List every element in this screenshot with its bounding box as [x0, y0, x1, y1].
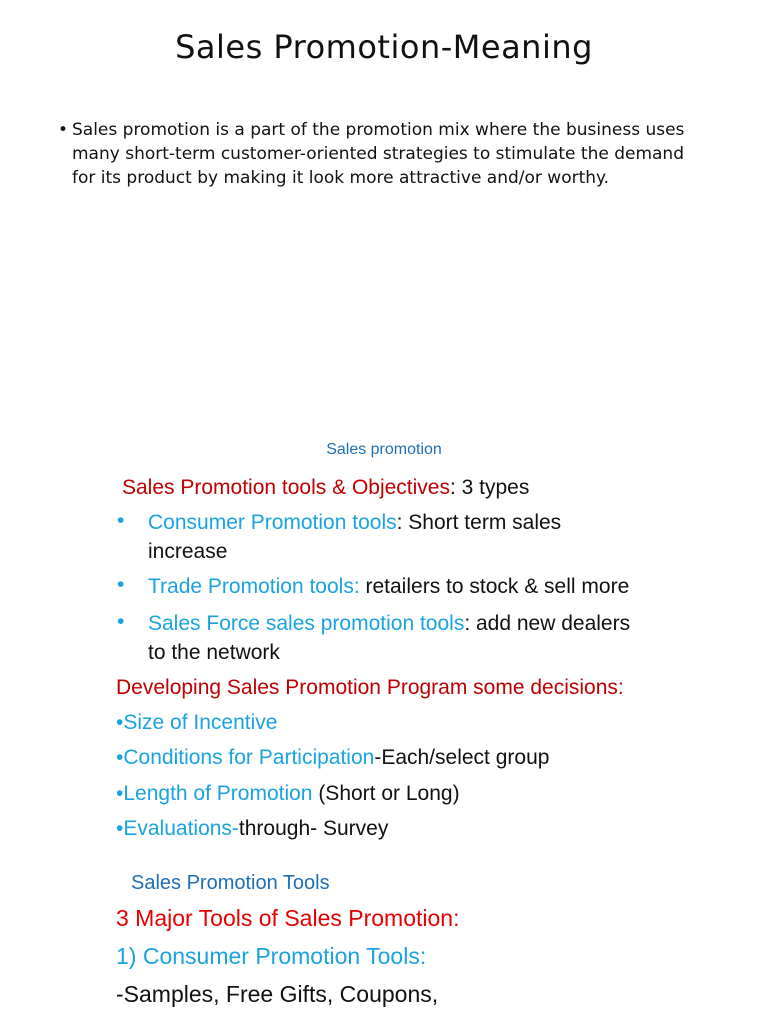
bullet-dot: • — [117, 573, 125, 596]
type-trade-desc: retailers to stock & sell more — [365, 575, 630, 598]
type-consumer-sep: : — [396, 511, 409, 534]
bullet-dot: • — [116, 817, 124, 840]
slide-heading-tools: Sales Promotion Tools — [131, 872, 330, 894]
tools-objectives-value: : 3 types — [449, 476, 530, 499]
type-consumer-line2: increase — [148, 540, 228, 563]
meaning-text: Sales promotion is a part of the promotion mix where the business uses many short-term customer-oriented strategies to stimulate the demand for its product by making it look more attractive and/or worthy. — [72, 120, 685, 188]
decision-length-label: Length of Promotion — [123, 782, 313, 805]
type-consumer-label: Consumer Promotion tools — [148, 511, 397, 534]
bullet-dot: • — [117, 509, 125, 532]
decision-size — [116, 709, 277, 737]
consumer-tools-heading: 1) Consumer Promotion Tools: — [116, 943, 427, 969]
decision-size-label: Size of Incentive — [123, 711, 278, 734]
program-heading: Developing Sales Promotion Program some decisions: — [116, 676, 624, 699]
type-trade-label: Trade Promotion tools: — [148, 575, 360, 598]
type-consumer-line1 — [148, 509, 561, 537]
bullet-dot: • — [116, 711, 124, 734]
decision-length-rest: (Short or Long) — [312, 782, 460, 805]
decision-evaluations-label: Evaluations- — [123, 817, 239, 840]
decision-conditions — [116, 744, 549, 772]
decision-length — [116, 780, 460, 808]
decision-conditions-rest: -Each/select group — [374, 746, 550, 769]
decision-conditions-label: Conditions for Participation — [123, 746, 375, 769]
consumer-tools-examples: -Samples, Free Gifts, Coupons, — [116, 981, 439, 1007]
bullet-dot: • — [117, 610, 125, 633]
decision-evaluations-rest: through- Survey — [238, 817, 389, 840]
decision-evaluations — [116, 815, 388, 843]
type-trade-line — [148, 573, 629, 601]
major-tools-heading: 3 Major Tools of Sales Promotion: — [116, 905, 460, 931]
type-salesforce-sep: : — [464, 612, 476, 635]
tools-objectives-label: Sales Promotion tools & Objectives — [122, 476, 450, 499]
slide-title: Sales Promotion-Meaning — [175, 28, 593, 66]
meaning-bullet — [58, 118, 698, 190]
type-salesforce-line1 — [148, 610, 630, 638]
bullet-dot: • — [58, 120, 69, 140]
tools-objectives-line — [122, 474, 529, 502]
bullet-dot: • — [116, 782, 124, 805]
type-salesforce-desc: add new dealers — [475, 612, 631, 635]
slide-heading-sales-promotion: Sales promotion — [326, 441, 442, 458]
type-salesforce-label: Sales Force sales promotion tools — [148, 612, 465, 635]
type-consumer-desc: Short term sales — [408, 511, 562, 534]
bullet-dot: • — [116, 746, 124, 769]
type-salesforce-line2: to the network — [148, 641, 280, 664]
